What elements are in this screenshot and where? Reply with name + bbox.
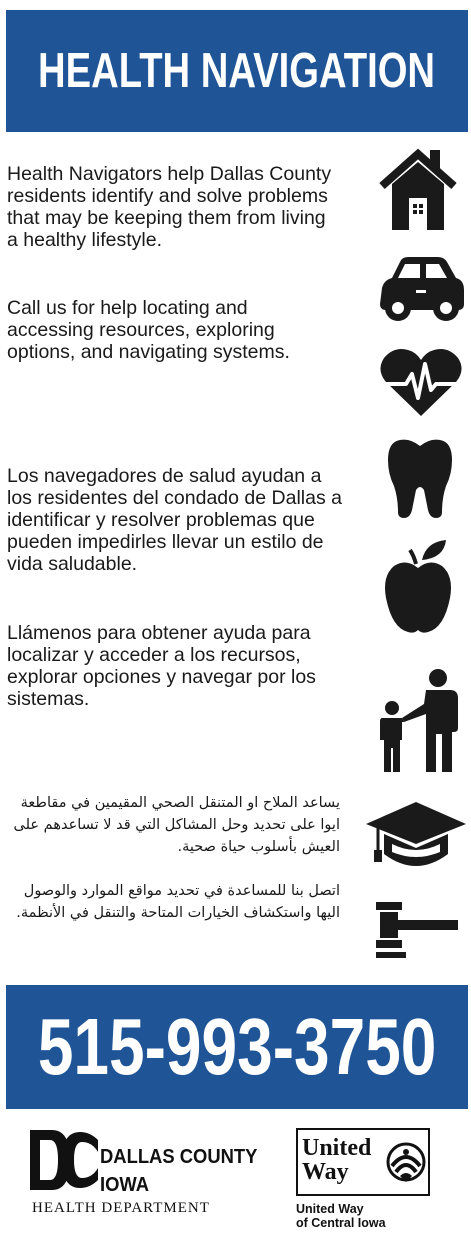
car-icon (376, 254, 468, 324)
phone-number[interactable]: 515-993-3750 (37, 1002, 437, 1091)
page-title: HEALTH NAVIGATION (38, 44, 436, 98)
united-way-logo (296, 1128, 436, 1234)
tooth-icon (386, 438, 454, 520)
arabic-paragraph-2: اتصل بنا للمساعدة في تحديد مواقع الموارد والوصول اليها واستكشاف الخيارات المتاحة والتنقل في الأنظمة. (16, 883, 340, 921)
apple-icon (382, 538, 454, 634)
heartbeat-icon (378, 346, 464, 418)
english-paragraph-2: Call us for help locating and accessing resources, exploring options, and navigating systems. (7, 297, 290, 363)
uw-text-line2: Way (302, 1159, 349, 1185)
dc-monogram-icon (30, 1128, 100, 1194)
english-paragraph-1: Health Navigators help Dallas County residents identify and solve problems that may be keeping them from living a healthy lifestyle. (7, 163, 332, 251)
gavel-icon (372, 900, 462, 960)
uw-name-line2: of Central Iowa (296, 1216, 386, 1230)
uw-box (296, 1128, 430, 1196)
graduation-cap-icon (364, 798, 468, 868)
title-banner (6, 10, 468, 132)
uw-text-line1: United (302, 1135, 372, 1161)
dc-name-line2: IOWA (100, 1174, 150, 1196)
arabic-paragraph-1: يساعد الملاح او المتنقل الصحي المقيمين في مقاطعة ايوا على تحديد وحل المشاكل التي قد لا تساعدهم على العيش بأسلوب حياة صحية. (13, 795, 340, 855)
footer (0, 1120, 471, 1237)
parent-child-icon (374, 668, 464, 772)
dallas-county-health-logo (30, 1128, 270, 1218)
spanish-paragraph-1: Los navegadores de salud ayudan a los residentes del condado de Dallas a identificar y resolver problemas que pueden impedirles llevar un estilo de vida saludable. (7, 465, 342, 575)
spanish-paragraph-2: Llámenos para obtener ayuda para localizar y acceder a los recursos, explorar opciones y navegar por los sistemas. (7, 622, 316, 710)
phone-banner (6, 985, 468, 1109)
united-way-emblem-icon (386, 1140, 426, 1184)
house-icon (376, 146, 460, 232)
dc-department: HEALTH DEPARTMENT (32, 1200, 210, 1216)
uw-name-line1: United Way (296, 1202, 364, 1216)
dc-name-line1: DALLAS COUNTY (100, 1146, 258, 1168)
